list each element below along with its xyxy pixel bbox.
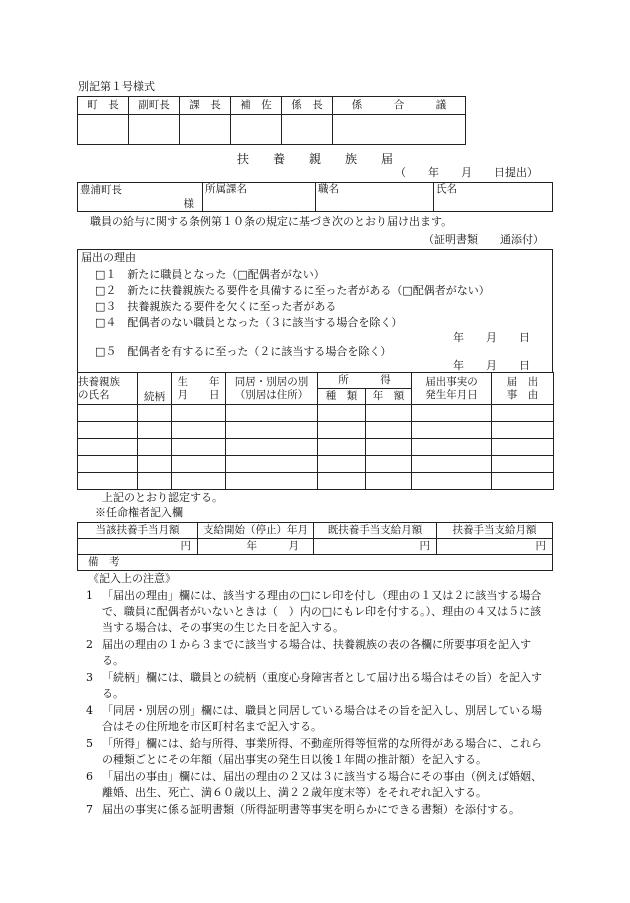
form-title: 扶 養 親 族 届 — [236, 152, 393, 166]
name-label: 氏名 — [436, 183, 457, 195]
stamp-cell[interactable] — [180, 115, 231, 145]
col-name: 扶養親族 の氏名 — [78, 373, 138, 405]
reasons-heading: 届出の理由 — [81, 251, 136, 264]
certify-text: 上記のとおり認定する。 — [102, 491, 223, 504]
stamp-cell[interactable] — [78, 115, 129, 145]
reason-1[interactable]: □１ 新たに職員となった（□配偶者がない） — [95, 268, 325, 281]
approval-table — [77, 96, 466, 145]
reason-3[interactable]: □３ 扶養親族たる要件を欠くに至った者がある — [95, 300, 337, 313]
note-item: 2 届出の理由の１から３までに該当する場合は、扶養親族の表の各欄に所要事項を記入する。 — [86, 638, 531, 667]
table-row[interactable] — [78, 473, 554, 490]
position-field[interactable] — [316, 183, 434, 212]
col-income-amount: 年 額 — [366, 389, 412, 405]
col-reason: 届 出 事 由 — [492, 373, 554, 405]
approval-head-staff: 係 合 議 — [333, 97, 466, 115]
note-item: 7 届出の事実に係る証明書類（所得証明書等事実を明らかにできる書類）を添付する。 — [86, 803, 520, 816]
stamp-cell[interactable] — [231, 115, 282, 145]
allowance-current-header: 当該扶養手当月額 — [78, 523, 198, 539]
department-field[interactable] — [203, 183, 316, 212]
form-number: 別記第１号様式 — [78, 80, 155, 93]
table-row[interactable] — [78, 456, 554, 473]
allowance-table — [77, 522, 553, 571]
honorific: 様 — [183, 198, 194, 210]
position-label: 職名 — [318, 183, 339, 195]
allowance-start-header: 支給開始（停止）年月 — [198, 523, 314, 539]
addressee: 豊浦町長 — [80, 184, 122, 196]
reason-5-date[interactable]: 年 月 日 — [453, 359, 530, 372]
allowance-current-value[interactable]: 円 — [78, 539, 198, 555]
stamp-cell[interactable] — [129, 115, 180, 145]
reason-5[interactable]: □５ 配偶者を有するに至った（２に該当する場合を除く） — [95, 345, 392, 358]
approval-head-deputy: 副町長 — [129, 97, 180, 115]
col-live: 同居・別居の別 （別居は住所） — [226, 373, 318, 405]
allowance-new-value[interactable]: 円 — [437, 539, 553, 555]
table-row[interactable] — [78, 405, 554, 422]
col-relation: 続柄 — [138, 373, 172, 405]
header-table — [77, 182, 553, 212]
table-row[interactable] — [78, 422, 554, 439]
department-label: 所属課名 — [205, 183, 247, 195]
stamp-cell[interactable] — [282, 115, 333, 145]
addressee-cell — [78, 183, 203, 212]
approval-head-chief: 課 長 — [180, 97, 231, 115]
note-item: 3 「続柄」欄には、職員との続柄（重度心身障害者として届け出る場合はその旨）を記入する。 — [86, 671, 542, 700]
submission-date[interactable]: （ 年 月 日提出） — [395, 166, 538, 179]
table-row[interactable] — [78, 439, 554, 456]
remarks-label: 備 考 — [88, 556, 120, 568]
family-table — [77, 372, 554, 490]
remarks-row[interactable] — [78, 555, 553, 571]
col-birth: 生 年 月 日 — [172, 373, 226, 405]
allowance-prev-value[interactable]: 円 — [314, 539, 437, 555]
approval-head-assistant: 補 佐 — [231, 97, 282, 115]
allowance-start-value[interactable]: 年 月 — [198, 539, 314, 555]
col-income-kind: 種 類 — [318, 389, 366, 405]
note-item: 5 「所得」欄には、給与所得、事業所得、不動産所得等恒常的な所得がある場合に、これらの種類ごとにその年額（届出事実の発生日以後１年間の推計額）を記入する。 — [86, 737, 542, 766]
appointer-section: ※任命権者記入欄 — [95, 506, 183, 519]
reason-4[interactable]: □４ 配偶者のない職員となった（３に該当する場合を除く） — [95, 316, 403, 329]
name-field[interactable] — [434, 183, 553, 212]
note-item: 1 「届出の理由」欄には、該当する理由の□にレ印を付し（理由の１又は２に該当する場合で、職員に配偶者がいないときは（ ）内の□にもレ印を付する。）、理由の４又は５に該当する場合は、その事実の生じた日を記入する。 — [86, 589, 542, 634]
intro-text: 職員の給与に関する条例第１０条の規定に基づき次のとおり届け出ます。 — [90, 215, 453, 228]
col-income: 所 得 — [318, 373, 412, 389]
note-item: 4 「同居・別居の別」欄には、職員と同居している場合はその旨を記入し、別居している場合はその住所地を市区町村名まで記入する。 — [86, 704, 542, 733]
stamp-cell[interactable] — [333, 115, 466, 145]
allowance-prev-header: 既扶養手当支給月額 — [314, 523, 437, 539]
col-fact-date: 届出事実の 発生年月日 — [412, 373, 492, 405]
note-item: 6 「届出の事由」欄には、届出の理由の２又は３に該当する場合にその事由（例えば婚姻、離婚、出生、死亡、満６０歳以上、満２２歳年度末等）をそれぞれ記入する。 — [86, 770, 542, 799]
notes-heading: 《記入上の注意》 — [88, 572, 176, 585]
reason-2[interactable]: □２ 新たに扶養親族たる要件を具備するに至った者がある（□配偶者がない） — [95, 284, 490, 297]
approval-head-section: 係 長 — [282, 97, 333, 115]
allowance-new-header: 扶養手当支給月額 — [437, 523, 553, 539]
reason-4-date[interactable]: 年 月 日 — [453, 331, 530, 344]
proof-documents[interactable]: （証明書類 通添付） — [423, 233, 544, 246]
approval-head-mayor: 町 長 — [78, 97, 129, 115]
notes-list — [86, 588, 552, 819]
